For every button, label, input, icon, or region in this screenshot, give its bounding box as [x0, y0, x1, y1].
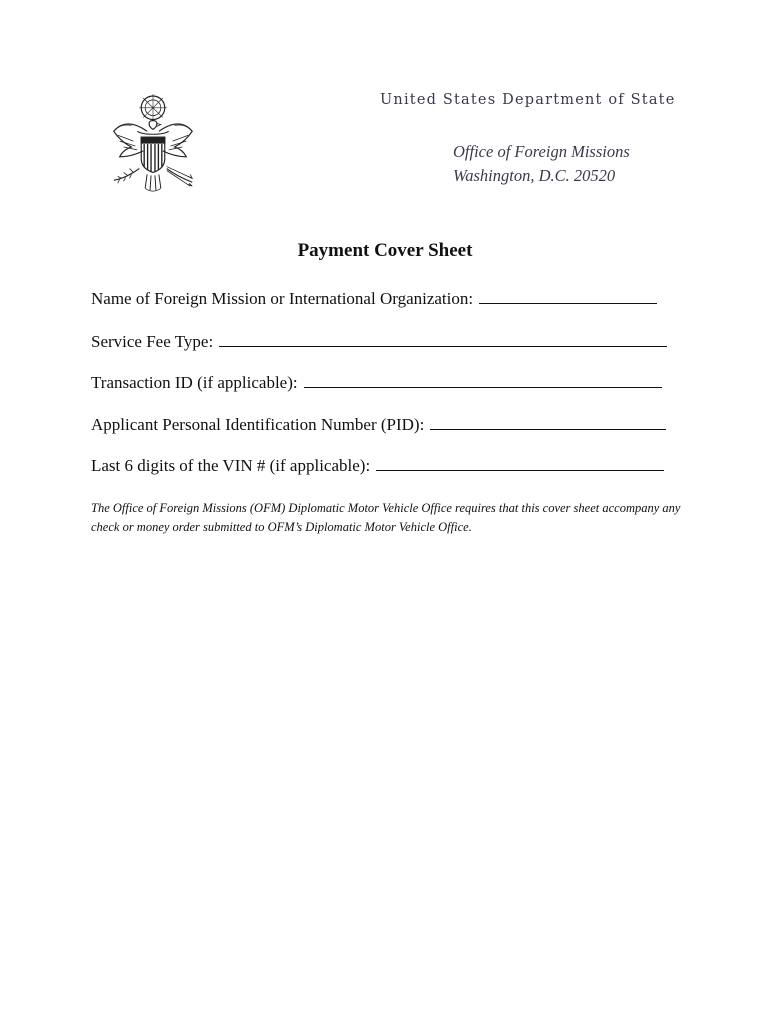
office-name: Office of Foreign Missions	[453, 142, 630, 161]
field-label: Name of Foreign Mission or International Organization:	[91, 289, 474, 308]
transaction-id-input[interactable]	[304, 373, 662, 388]
field-service-fee-type	[91, 332, 667, 352]
field-mission-name	[91, 289, 657, 309]
mission-name-input[interactable]	[479, 289, 657, 304]
department-name: United States Department of State	[380, 92, 676, 108]
field-applicant-pid	[91, 415, 666, 435]
great-seal-icon	[104, 92, 202, 200]
field-transaction-id	[91, 373, 662, 393]
vin-digits-input[interactable]	[376, 456, 664, 471]
field-label: Transaction ID (if applicable):	[91, 373, 298, 392]
office-address: Washington, D.C. 20520	[453, 166, 616, 185]
service-fee-type-input[interactable]	[219, 332, 667, 347]
field-label: Applicant Personal Identification Number (PID):	[91, 415, 425, 434]
applicant-pid-input[interactable]	[430, 415, 666, 430]
form-title: Payment Cover Sheet	[297, 240, 473, 261]
field-label: Service Fee Type:	[91, 332, 214, 351]
field-label: Last 6 digits of the VIN # (if applicable):	[91, 456, 371, 475]
submission-note: The Office of Foreign Missions (OFM) Diplomatic Motor Vehicle Office requires that this cover sheet accompany any check or money order submitted to OFM’s Diplomatic Motor Vehicle Office.	[91, 501, 681, 534]
field-vin-digits	[91, 456, 664, 476]
